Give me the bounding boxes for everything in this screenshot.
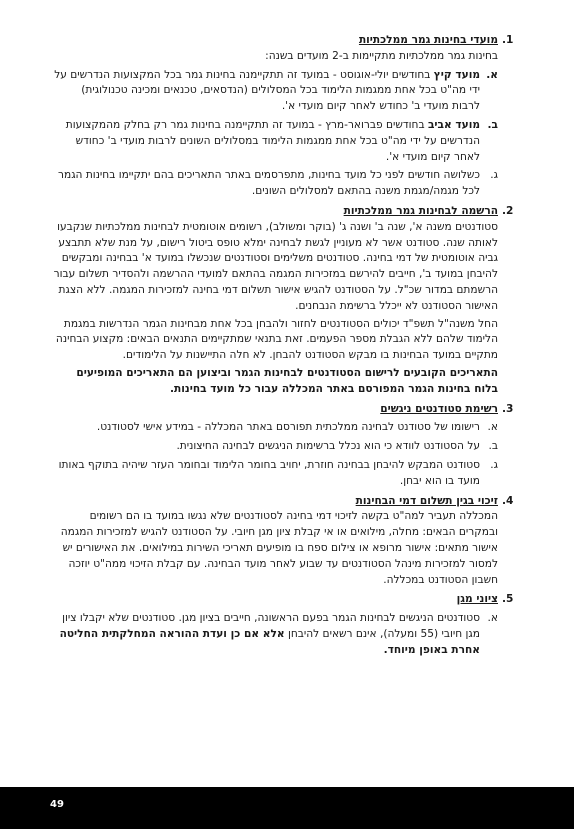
list-item [50,458,498,490]
section-number: .3 [502,402,514,415]
item-text: כשלושה חודשים לפני כל מועד בחינות, מתפרסמים באתר התאריכים בהם יתקיימו בחינות הגמר לכל מגמה/מגמת משנה בהתאם למסלולים השונים. [58,169,480,198]
item-letter: ג. [490,169,498,182]
item-text: בחודשים פברואר-מרץ - במועד זה תתקיימנה בחינות גמר רק בחלק מהמקצועות הנדרשים על ידי מה"ט בכל אחת ממגמות הלימוד במסלולים השונים לרבות מועדי ב' כחודש לאחר קיום מועדי א'. [65,118,480,163]
section-title: זיכוי בגין תשלום דמי הבחינות [355,494,498,507]
paragraph: החל משנה"ל תשפ"ד יכולים הסטודנטים לחזור ולהבחן בכל אחת מבחינות הגמר הנדרשות במגמת הלימוד שלהם ללא הגבלת מספר הפעמים. זאת בתנאי שמתקיימים התנאים הבאים: מקצוע הבחינה מתקיים במועד הבחינות בו מבקש הסטודנט להבחן. לא חלה התיישנות על הלימודים. [55,317,498,362]
section-number: .2 [502,204,514,217]
section-number: .5 [502,593,514,606]
section-exam-dates [50,33,512,200]
item-bold-tail: אלא אם כן ועדת ההוראה המחלקתית החליטה אחרת באופן מיוחד. [59,627,480,656]
list-item [50,168,498,200]
list-item [50,420,498,436]
item-text: סטודנטים הניגשים לבחינות הגמר בפעם הראשונה, חייבים בציון מגן. סטודנטים שלא יקבלו ציון מגן חיובי (55 ומעלה), אינם רשאים להיבחן [62,612,480,640]
list-item [50,611,498,658]
section-title: רשימת סטודנטים ניגשים [380,402,498,415]
page-footer [0,787,574,829]
section-registration [50,204,512,398]
list-item [50,118,498,165]
section-fee-credit [50,494,512,589]
paragraph: סטודנטים משנה א', שנה ב' ושנה ג' (בוקר ומשולב), רשומים אוטומטית לבחינות ממלכתיות שנקבעו לאותה שנה. סטודנט אשר לא מעוניין לגשת לבחינה ימלא טופס ביטול רישום, על מנת שלא תתבצע גביה אוטומטית של דמי בחינה. סטודנטים משלימים וסטודנטים שנכשלו במועד א' בבחינה ומבקשים להיבחן במועד ב', חייבים להירשם במזכירות המגמה בהתאם למועדי ההרשמה ולהסדיר תשלום עבור הרשמתם במדור שכ"ל. על הסטודנט להגיש אישור תשלום דמי בחינה למזכירות המגמה. ללא הצגת האישור הסטודנט לא ייכלל ברשימת הנבחנים. [53,220,498,312]
item-letter: ב. [488,440,498,453]
item-letter: א. [487,421,498,434]
item-text: בחודשים יולי-אוגוסט - במועד זה תתקיימנה בחינות גמר בכל המקצועות הנדרשים על ידי מה"ט בכל אחת ממגמות הלימוד בכל המסלולים (הנדסאים, טכנאים ומכינה טכנולוגית) לרבות מועדי ב' כחודש לאחר קיום מועדי א'. [54,68,480,113]
section-protective-grades [50,592,512,658]
section-intro: בחינות גמר ממלכתיות מתקיימות ב-2 מועדים בשנה: [265,49,498,62]
section-title: הרשמה לבחינות גמר ממלכתיות [343,204,498,217]
section-title: מועדי בחינות גמר ממלכתיות [358,34,498,46]
bold-paragraph: התאריכים הקובעים לרישום הסטודנטים לבחינות הגמר וביצוען הם התאריכים המופיעים בלוח בחינות הגמר המפורסם באתר המכללה עבור כל מועד בחינות. [76,366,498,395]
item-text: רישומו של סטודנט לבחינה ממלכתית תפורסם באתר המכללה - במידע אישי לסטודנט. [96,421,480,434]
paragraph: המכללה תעביר למה"ט בקשה לזיכוי דמי בחינה לסטודנטים שלא נגשו במועד בו הם רשומים ובמקרים הבאים: מחלה, מילואים או אי קבלת ציון מגן חיובי. על הסטודנט להגיש למזכירות המגמה אישור מתאים: אישור מרופא או צילום ספח בו מופיעים תאריכי השירות במילואים. את האישורים יש למסור למזכירות מינהל הסטודנטים עד שבוע לאחר מועד הבחינה. עם קבלת הזיכוי ממה"ט יוזכה חשבון הסטודנט במכללה. [60,510,498,586]
item-text: סטודנט המבקש להיבחן בבחינה חוזרת, יחויב בחומר הלימוד ובחומר העזר שיהיה בתוקף באותו מועד בו הוא יבחן. [58,458,480,487]
item-letter: ג. [490,458,498,471]
document-body [50,33,512,658]
item-text: על הסטודנט לוודא כי הוא נכלל ברשימות הניגשים לבחינה החיצונית. [176,440,480,453]
section-number: .4 [502,494,514,507]
section-student-list [50,402,512,490]
section-number: .1 [502,34,514,46]
page-number: 49 [50,799,64,810]
list-item [50,439,498,455]
list-item [50,68,498,115]
item-lead: מועד קיץ [433,68,480,81]
item-letter: א. [486,68,498,81]
section-title: ציוני מגן [456,593,498,606]
item-letter: ב. [487,118,498,131]
item-lead: מועד אביב [427,118,480,131]
item-letter: א. [487,612,498,625]
